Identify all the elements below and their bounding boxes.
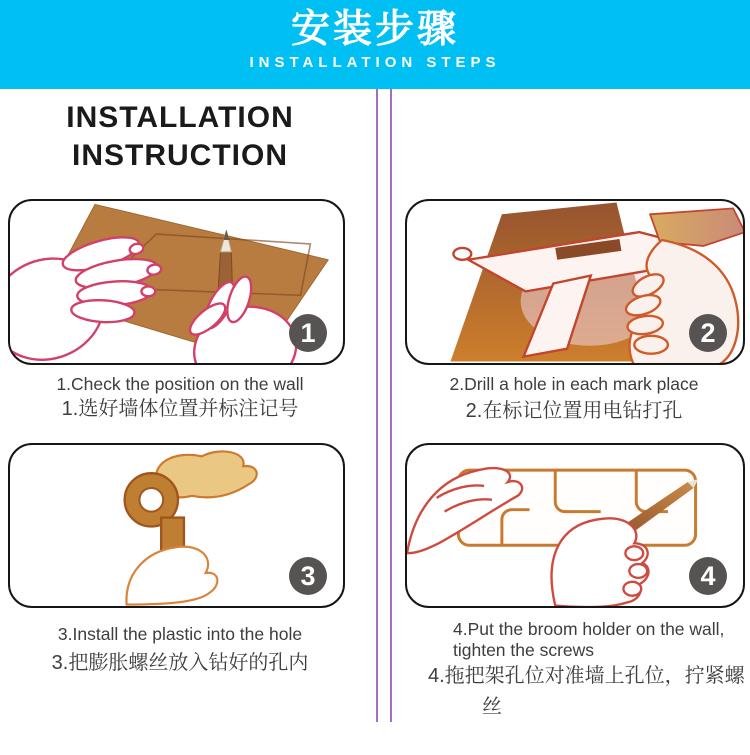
page-title-line1: INSTALLATION (66, 101, 294, 134)
step-4-panel (405, 443, 745, 608)
page-title-line2: INSTRUCTION (72, 139, 288, 172)
step-4-number-badge: 4 (689, 557, 727, 595)
step-4-caption-chinese: 4.拖把架孔位对准墙上孔位，拧紧螺丝 (428, 665, 745, 718)
step-1-number-badge: 1 (289, 314, 327, 352)
step-1-caption-english: 1.Check the position on the wall (56, 374, 304, 394)
header-subtitle-english: INSTALLATION STEPS (249, 54, 501, 71)
step-2-caption-chinese: 2.在标记位置用电钻打孔 (465, 400, 683, 422)
step-2-panel (405, 199, 745, 365)
step-2-caption-english: 2.Drill a hole in each mark place (449, 374, 699, 394)
step-4-caption-english: 4.Put the broom holder on the wall, tighten the screws (453, 619, 725, 660)
header-banner (0, 0, 750, 89)
vertical-divider-line-left (376, 89, 378, 722)
step-1-caption-chinese: 1.选好墙体位置并标注记号 (61, 398, 299, 420)
step-3-caption-chinese: 3.把膨胀螺丝放入钻好的孔内 (51, 652, 309, 674)
step-3-caption-english: 3.Install the plastic into the hole (57, 624, 303, 644)
vertical-divider-line-right (390, 89, 392, 722)
step-2-number-badge: 2 (689, 314, 727, 352)
step-3-number-badge: 3 (289, 557, 327, 595)
step-1-panel (8, 199, 345, 365)
step-3-panel (8, 443, 345, 608)
page-title (5, 99, 355, 175)
header-title-chinese: 安装步骤 (290, 8, 459, 51)
